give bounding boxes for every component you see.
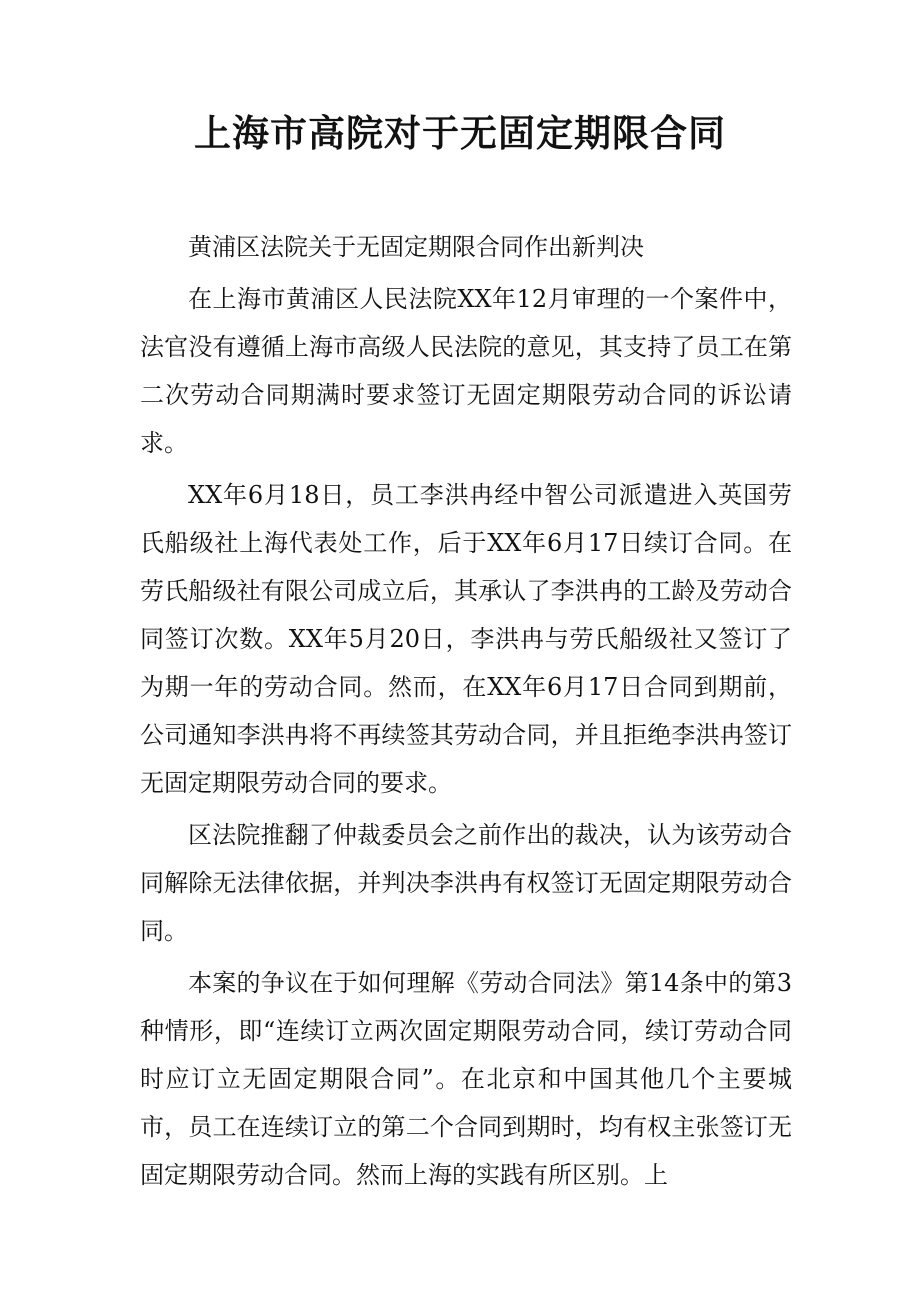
body-paragraph-4: 本案的争议在于如何理解《劳动合同法》第14条中的第3种情形，即“连续订立两次固定期限劳动合同，续订劳动合同时应订立无固定期限合同”。在北京和中国其他几个主要城市，员工在连续订立的第二个合同到期时，均有权主张签订无固定期限劳动合同。然而上海的实践有所区别。上 — [140, 969, 792, 1189]
body-paragraph-1: 在上海市黄浦区人民法院XX年12月审理的一个案件中，法官没有遵循上海市高级人民法院的意见，其支持了员工在第二次劳动合同期满时要求签订无固定期限劳动合同的诉讼请求。 — [140, 285, 792, 457]
body-paragraph-2: XX年6月18日，员工李洪冉经中智公司派遣进入英国劳氏船级社上海代表处工作，后于XX年6月17日续订合同。在劳氏船级社有限公司成立后，其承认了李洪冉的工龄及劳动合同签订次数。XX年5月20日，李洪冉与劳氏船级社又签订了为期一年的劳动合同。然而，在XX年6月17日合同到期前，公司通知李洪冉将不再续签其劳动合同，并且拒绝李洪冉签订无固定期限劳动合同的要求。 — [140, 481, 792, 797]
document-title: 上海市高院对于无固定期限合同 — [194, 111, 726, 155]
body-paragraph-3: 区法院推翻了仲裁委员会之前作出的裁决，认为该劳动合同解除无法律依据，并判决李洪冉有权签订无固定期限劳动合同。 — [140, 821, 792, 945]
section-heading: 黄浦区法院关于无固定期限合同作出新判决 — [188, 233, 644, 261]
document-body — [140, 223, 792, 1199]
